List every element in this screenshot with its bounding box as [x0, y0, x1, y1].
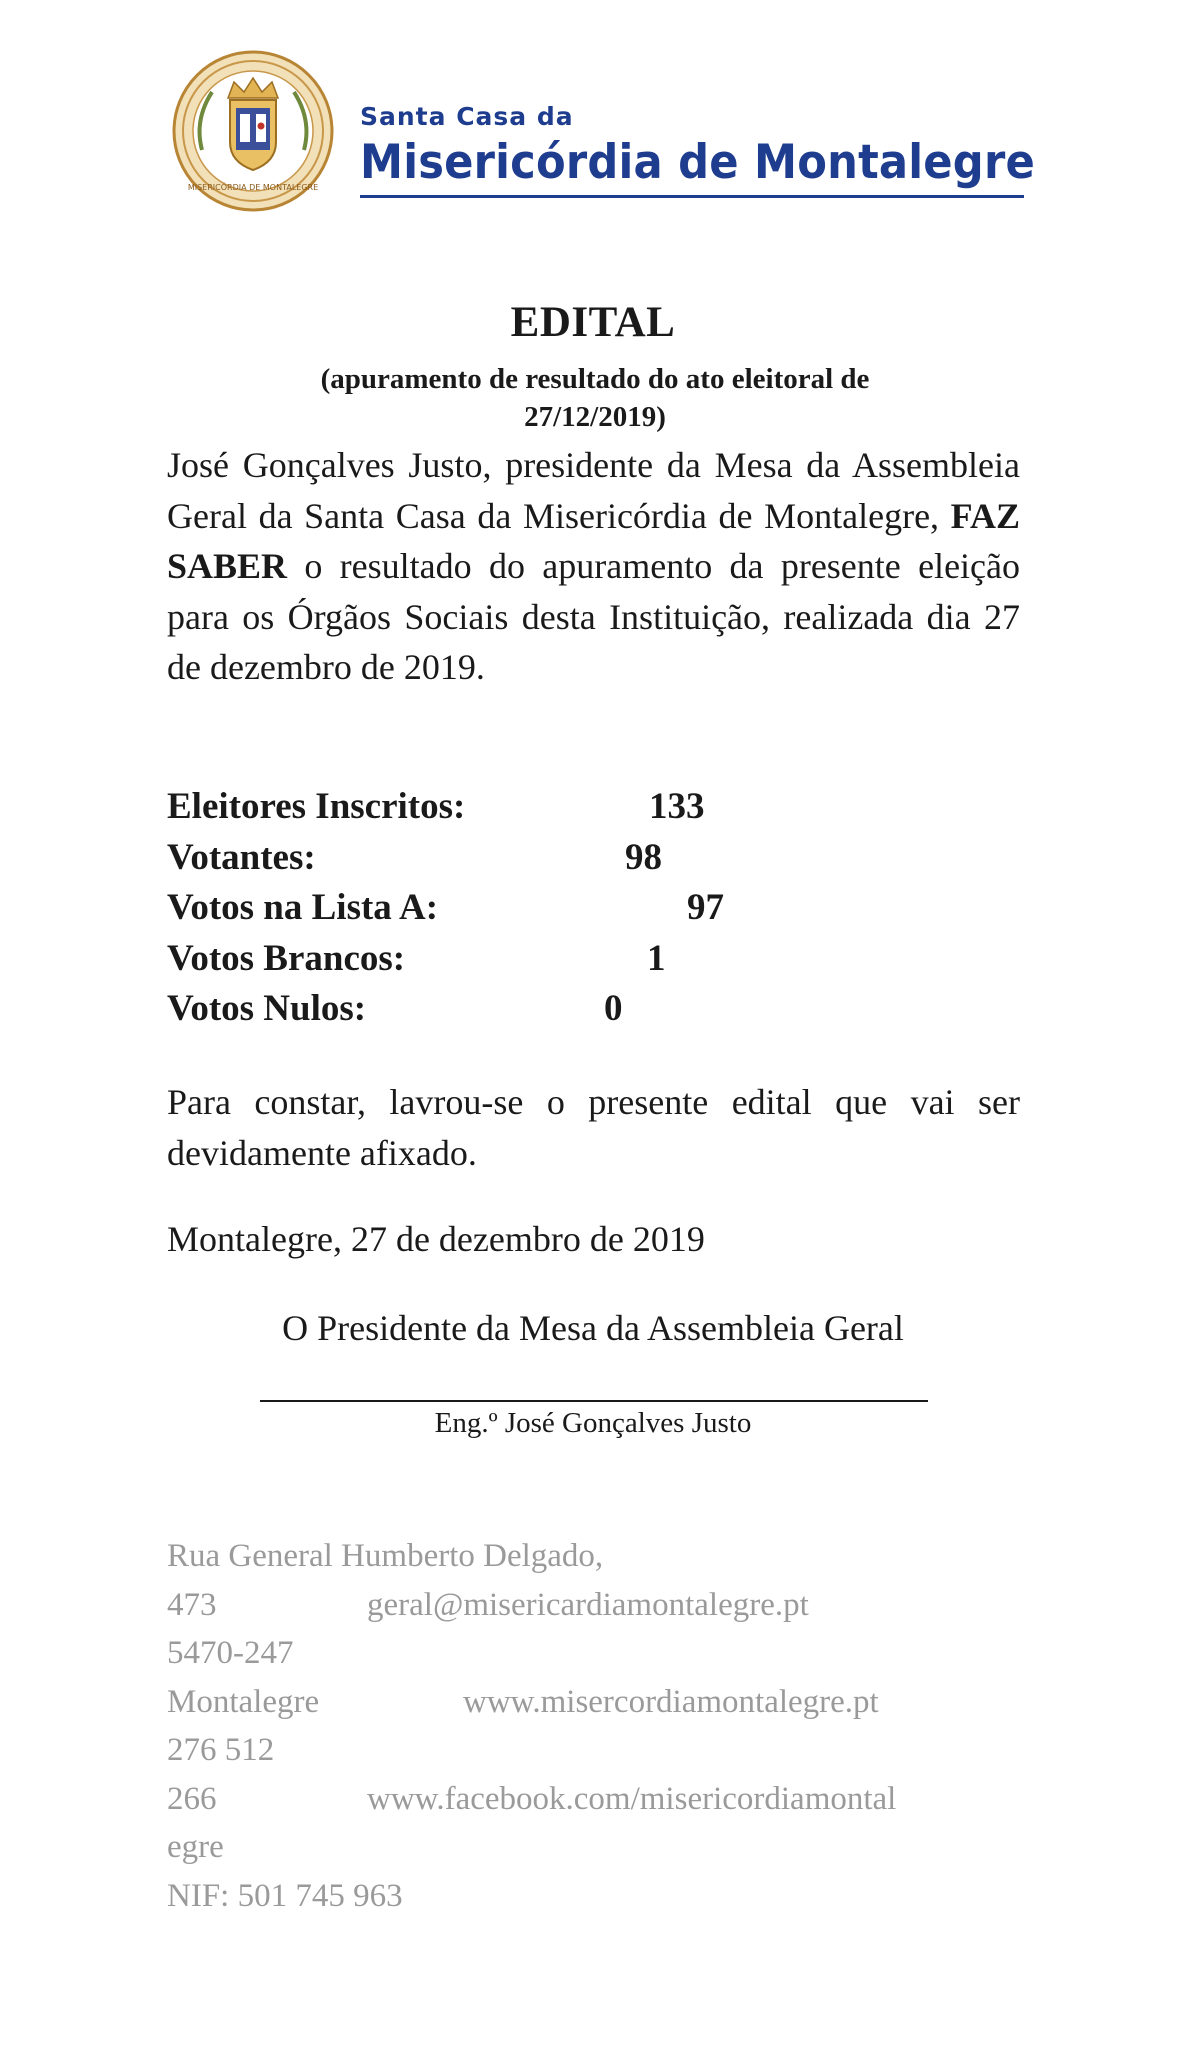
- header: [172, 50, 1035, 220]
- footer-postal-code: 5470-247: [167, 1635, 294, 1671]
- footer-nif: NIF: 501 745 963: [167, 1877, 403, 1914]
- footer-line: [167, 1678, 1027, 1727]
- footer-line: [167, 1726, 1027, 1775]
- result-label: Votos Nulos:: [167, 988, 367, 1029]
- result-label: Votos Brancos:: [167, 937, 406, 979]
- footer-line: [167, 1872, 1027, 1921]
- brand-name: [360, 102, 1094, 190]
- result-label: Eleitores Inscritos:: [167, 786, 466, 827]
- result-value: 1: [647, 937, 666, 979]
- closing-paragraph: Para constar, lavrou-se o presente edital que vai ser devidamente afixado.: [167, 1082, 1020, 1173]
- footer-phone-end: 266: [167, 1780, 217, 1817]
- seal-text: MISERICÓRDIA DE MONTALEGRE: [187, 183, 319, 192]
- footer-line: [167, 1823, 1027, 1872]
- footer-line: [167, 1629, 1027, 1678]
- footer-line: [167, 1581, 1027, 1630]
- result-value: 98: [625, 836, 662, 878]
- paragraph-bold-text: FAZ SABER: [167, 495, 1020, 586]
- result-row: [167, 833, 767, 884]
- election-results: [167, 782, 767, 1035]
- footer-town: Montalegre: [167, 1683, 320, 1720]
- institution-seal-logo: [172, 50, 334, 212]
- signature-line: [260, 1400, 928, 1402]
- brand-top-line: Santa Casa da: [360, 102, 574, 131]
- result-row: [167, 984, 767, 1035]
- result-label: Votos na Lista A:: [167, 887, 439, 928]
- footer-email: geral@misericardiamontalegre.pt: [367, 1586, 809, 1623]
- footer-address: Rua General Humberto Delgado,: [167, 1538, 604, 1574]
- result-value: 0: [604, 988, 623, 1029]
- announcement-paragraph: [167, 440, 1020, 693]
- footer-facebook-wrap: egre: [167, 1829, 224, 1865]
- footer-line: [167, 1775, 1027, 1824]
- paragraph-text-1: José Gonçalves Justo, presidente da Mesa da Assembleia Geral da Santa Casa da Misericórdia de Montalegre,: [167, 445, 1020, 536]
- footer-facebook: www.facebook.com/misericordiamontal: [367, 1780, 897, 1817]
- footer-contacts: [167, 1532, 1027, 1920]
- paragraph-text-2: o resultado do apuramento da presente eleição para os Órgãos Sociais desta Instituição, realizada dia 27 de dezembro de 2019.: [167, 546, 1020, 687]
- result-row: [167, 782, 767, 833]
- brand-main-line: Misericórdia de Montalegre: [360, 135, 1035, 190]
- signer-name: Eng.º José Gonçalves Justo: [434, 1407, 752, 1439]
- result-row: [167, 883, 767, 934]
- result-value: 97: [687, 887, 724, 928]
- president-title: O Presidente da Mesa da Assembleia Geral: [282, 1308, 904, 1348]
- footer-website: www.misercordiamontalegre.pt: [463, 1683, 879, 1720]
- brand-underline: [360, 195, 1024, 198]
- footer-address-number: 473: [167, 1586, 217, 1623]
- result-label: Votantes:: [167, 836, 316, 878]
- footer-line: [167, 1532, 1027, 1581]
- subtitle-line-1: (apuramento de resultado do ato eleitoral de: [320, 363, 870, 395]
- footer-phone: 276 512: [167, 1732, 275, 1768]
- result-row: [167, 934, 767, 985]
- result-value: 133: [649, 786, 705, 827]
- document-title: EDITAL: [510, 299, 676, 346]
- document-subtitle: [230, 360, 960, 436]
- subtitle-line-2: 27/12/2019): [524, 401, 666, 433]
- place-and-date: Montalegre, 27 de dezembro de 2019: [167, 1219, 705, 1259]
